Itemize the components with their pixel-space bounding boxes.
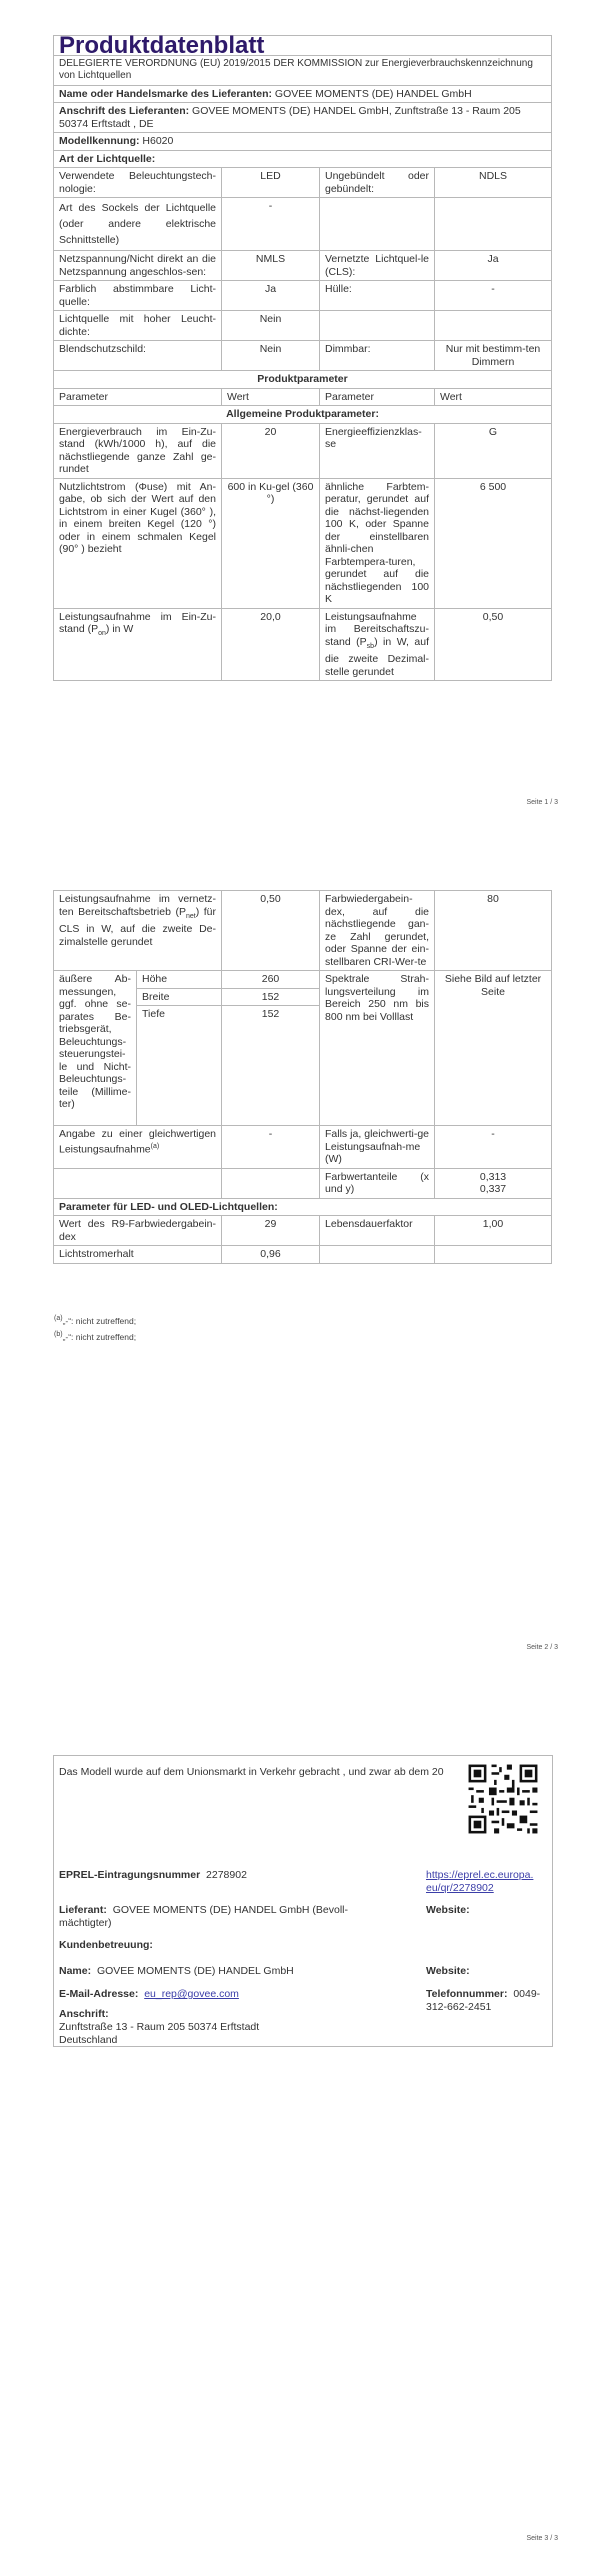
table-row bbox=[54, 198, 552, 251]
general-parameters-heading: Allgemeine Produktparameter: bbox=[54, 406, 552, 424]
chromaticity-value bbox=[435, 1168, 552, 1198]
subscript: sb bbox=[366, 642, 375, 650]
table-row bbox=[54, 891, 552, 971]
name-row bbox=[59, 1965, 294, 1978]
cri-label: Farbwiedergabein-dex, auf die nächstliegende gan-ze Zahl gerundet, oder Spanne der ein-stellbaren CRI-Wer-te bbox=[320, 891, 435, 971]
row-label: Art des Sockels der Lichtquelle (oder andere elektrische Schnittstelle) bbox=[54, 198, 222, 251]
row-label bbox=[320, 198, 435, 251]
phone-row bbox=[426, 1988, 552, 2014]
subscript: net bbox=[185, 912, 196, 920]
page-2 bbox=[0, 835, 604, 1685]
spectral-distribution-label: Spektrale Strah-lungsverteilung im Bereich 250 nm bis 800 nm bei Volllast bbox=[320, 971, 435, 1126]
width-label: Breite bbox=[137, 988, 222, 1006]
colour-temperature-label: ähnliche Farbtem-peratur, gerundet auf die nächst-liegenden 100 K, oder Spanne der einstellbaren ähnli-chen Farbtempera-turen, gerundet auf die nächstliegenden 100 K bbox=[320, 478, 435, 608]
standby-power-value: 0,50 bbox=[435, 608, 552, 681]
standby-power-label bbox=[320, 608, 435, 681]
address-label: Anschrift des Lieferanten: bbox=[59, 105, 190, 117]
page-3 bbox=[0, 1685, 604, 2560]
on-mode-power-label bbox=[54, 608, 222, 681]
supplier-row bbox=[59, 1904, 399, 1930]
email-label: E-Mail-Adresse: bbox=[59, 1988, 139, 2000]
model-label: Modellkennung: bbox=[59, 135, 140, 147]
row-value: Nur mit bestimm-ten Dimmern bbox=[435, 341, 552, 371]
column-header: Wert bbox=[222, 388, 320, 406]
row-value: LED bbox=[222, 168, 320, 198]
chromaticity-label: Farbwertanteile (x und y) bbox=[320, 1168, 435, 1198]
table-row bbox=[54, 341, 552, 371]
table-row bbox=[54, 1126, 552, 1169]
row-label: Ungebündelt oder gebündelt: bbox=[320, 168, 435, 198]
footnote-mark: (a) bbox=[54, 1315, 63, 1322]
table-row bbox=[54, 168, 552, 198]
table-row bbox=[54, 281, 552, 311]
column-header: Parameter bbox=[320, 388, 435, 406]
networked-standby-value: 0,50 bbox=[222, 891, 320, 971]
light-source-type-label: Art der Lichtquelle: bbox=[54, 150, 552, 168]
table-row bbox=[54, 1168, 552, 1198]
label-part: Angabe zu einer gleichwertigen Leistungsaufnahme bbox=[59, 1128, 217, 1155]
chromaticity-y: 0,337 bbox=[479, 1183, 507, 1195]
footnote-text: „-“: nicht zutreffend; bbox=[62, 1315, 137, 1326]
page-1 bbox=[0, 0, 604, 835]
supplier-row bbox=[54, 85, 552, 103]
page-number: Seite 3 / 3 bbox=[526, 2535, 558, 2542]
row-label: Dimmbar: bbox=[320, 341, 435, 371]
depth-label: Tiefe bbox=[137, 1006, 222, 1126]
energy-consumption-label: Energieverbrauch im Ein-Zu-stand (kWh/1000 h), auf die nächstliegende ganze Zahl ge-rundet bbox=[54, 423, 222, 478]
led-parameters-heading: Parameter für LED- und OLED-Lichtquellen: bbox=[54, 1198, 552, 1216]
phone-label: Telefonnummer: bbox=[426, 1988, 508, 2000]
label-part: Leistungsaufnahme im Ein-Zu-stand (P bbox=[59, 610, 216, 635]
regulation-text: DELEGIERTE VERORDNUNG (EU) 2019/2015 DER KOMMISSION zur Energieverbrauchskennzeichnung von Lichtquellen bbox=[54, 55, 552, 85]
subscript: on bbox=[98, 630, 106, 638]
eprel-label: EPREL-Eintragungsnummer bbox=[59, 1869, 201, 1881]
depth-value: 152 bbox=[222, 1006, 320, 1126]
on-mode-power-value: 20,0 bbox=[222, 608, 320, 681]
row-label: Verwendete Beleuchtungstech-nologie: bbox=[54, 168, 222, 198]
height-value: 260 bbox=[222, 971, 320, 989]
footnote-mark: (b) bbox=[54, 1331, 63, 1338]
luminous-flux-label: Nutzlichtstrom (Φuse) mit An-gabe, ob sich der Wert auf den Lichtstrom in einer Kugel (360° ), in einem breiten Kegel (120 °) oder in einem schmalen Kegel (90° ) bezieht bbox=[54, 478, 222, 608]
address-label: Anschrift: bbox=[59, 2008, 109, 2020]
colour-temperature-value: 6 500 bbox=[435, 478, 552, 608]
r9-value: 29 bbox=[222, 1216, 320, 1246]
column-header: Wert bbox=[435, 388, 552, 406]
row-value: Nein bbox=[222, 341, 320, 371]
row-label: Lichtquelle mit hoher Leucht-dichte: bbox=[54, 311, 222, 341]
address-value: GOVEE MOMENTS (DE) HANDEL GmbH, Zunftstraße 13 - Raum 205 50374 Erftstadt , DE bbox=[59, 105, 521, 130]
address-row bbox=[54, 103, 552, 133]
row-label: Netzspannung/Nicht direkt an die Netzspannung angeschlos-sen: bbox=[54, 251, 222, 281]
website-label: Website: bbox=[426, 1904, 470, 1916]
product-parameters-heading: Produktparameter bbox=[54, 371, 552, 389]
empty-cell bbox=[54, 1168, 222, 1198]
column-header: Parameter bbox=[54, 388, 222, 406]
empty-cell bbox=[222, 1168, 320, 1198]
superscript: (a) bbox=[150, 1142, 160, 1150]
table-row bbox=[54, 423, 552, 478]
row-label: Vernetzte Lichtquel-le (CLS): bbox=[320, 251, 435, 281]
row-value: - bbox=[222, 198, 320, 251]
label-part: ) in W, auf die zweite Dezimal-stelle gerundet bbox=[325, 635, 430, 678]
table-row bbox=[54, 1216, 552, 1246]
equivalent-watt-label: Falls ja, gleichwerti-ge Leistungsaufnah-me (W) bbox=[320, 1126, 435, 1169]
customer-service-label: Kundenbetreuung: bbox=[59, 1939, 153, 1951]
row-value: Nein bbox=[222, 311, 320, 341]
table-row bbox=[54, 1246, 552, 1264]
eprel-row bbox=[59, 1869, 247, 1882]
row-value: Ja bbox=[435, 251, 552, 281]
name-label: Name: bbox=[59, 1965, 92, 1977]
phone-value: 0049-312-662-2451 bbox=[426, 1988, 541, 2013]
row-label: Hülle: bbox=[320, 281, 435, 311]
row-value bbox=[435, 198, 552, 251]
lumen-maintenance-value: 0,96 bbox=[222, 1246, 320, 1264]
footnote-b bbox=[54, 1328, 136, 1344]
eprel-link[interactable]: https://eprel.ec.europa.eu/qr/2278902 bbox=[426, 1869, 534, 1894]
empty-cell bbox=[320, 1246, 435, 1264]
address-line-2: Deutschland bbox=[59, 2034, 118, 2046]
model-value: H6020 bbox=[142, 135, 174, 147]
row-value bbox=[435, 311, 552, 341]
survival-factor-label: Lebensdauerfaktor bbox=[320, 1216, 435, 1246]
footnote-a bbox=[54, 1312, 136, 1328]
spectral-distribution-value: Siehe Bild auf letzter Seite bbox=[435, 971, 552, 1126]
product-data-table bbox=[53, 32, 552, 681]
equivalent-power-label bbox=[54, 1126, 222, 1169]
eprel-value: 2278902 bbox=[206, 1869, 247, 1881]
market-intro-text: Das Modell wurde auf dem Unionsmarkt in Verkehr gebracht , und zwar ab dem 20 bbox=[59, 1766, 444, 1778]
table-row bbox=[54, 311, 552, 341]
survival-factor-value: 1,00 bbox=[435, 1216, 552, 1246]
table-row bbox=[54, 251, 552, 281]
page-number: Seite 2 / 3 bbox=[526, 1644, 558, 1651]
r9-label: Wert des R9-Farbwiedergabein-dex bbox=[54, 1216, 222, 1246]
luminous-flux-value: 600 in Ku-gel (360 °) bbox=[222, 478, 320, 608]
model-row bbox=[54, 133, 552, 151]
energy-consumption-value: 20 bbox=[222, 423, 320, 478]
supplier-value: GOVEE MOMENTS (DE) HANDEL GmbH bbox=[274, 87, 472, 100]
table-row bbox=[54, 971, 552, 989]
label-part: Leistungsaufnahme im vernetz-ten Bereitschaftsbetrieb (P bbox=[59, 893, 217, 918]
row-value: - bbox=[435, 281, 552, 311]
document-title: Produktdatenblatt bbox=[54, 36, 552, 56]
page-number: Seite 1 / 3 bbox=[526, 799, 558, 806]
row-label: Farblich abstimmbare Licht-quelle: bbox=[54, 281, 222, 311]
website-label-2: Website: bbox=[426, 1965, 470, 1977]
efficiency-class-value: G bbox=[435, 423, 552, 478]
product-data-table-continued bbox=[53, 890, 552, 1264]
height-label: Höhe bbox=[137, 971, 222, 989]
table-row bbox=[54, 608, 552, 681]
footnote-text: „-“: nicht zutreffend; bbox=[62, 1331, 137, 1342]
empty-cell bbox=[435, 1246, 552, 1264]
cri-value: 80 bbox=[435, 891, 552, 971]
email-row bbox=[59, 1988, 239, 2001]
networked-standby-label bbox=[54, 891, 222, 971]
supplier-label: Lieferant: bbox=[59, 1904, 107, 1916]
row-label bbox=[320, 311, 435, 341]
address-line-1: Zunftstraße 13 - Raum 205 50374 Erftstadt bbox=[59, 2021, 260, 2033]
supplier-info-box bbox=[53, 1755, 553, 2047]
row-value: NMLS bbox=[222, 251, 320, 281]
chromaticity-x: 0,313 bbox=[479, 1170, 507, 1183]
email-link[interactable]: eu_rep@govee.com bbox=[144, 1988, 239, 2000]
name-value: GOVEE MOMENTS (DE) HANDEL GmbH bbox=[96, 1965, 294, 1977]
supplier-label: Name oder Handelsmarke des Lieferanten: bbox=[59, 87, 272, 100]
lumen-maintenance-label: Lichtstromerhalt bbox=[54, 1246, 222, 1264]
row-value: NDLS bbox=[435, 168, 552, 198]
row-label: Blendschutzschild: bbox=[54, 341, 222, 371]
equivalent-power-value: - bbox=[222, 1126, 320, 1169]
label-part: ) für CLS in W, auf die zweite De-zimalstelle gerundet bbox=[59, 905, 217, 948]
width-value: 152 bbox=[222, 988, 320, 1006]
supplier-value: GOVEE MOMENTS (DE) HANDEL GmbH (Bevoll-mächtigter) bbox=[59, 1904, 348, 1929]
dimensions-label: äußere Ab-messungen, ggf. ohne se-parates Be-triebsgerät, Beleuchtungs-steuerungstei-le und Nicht-Beleuchtungs-teile (Millime-ter) bbox=[54, 971, 137, 1126]
efficiency-class-label: Energieeffizienzklas-se bbox=[320, 423, 435, 478]
qr-code-icon bbox=[466, 1762, 540, 1836]
column-header-row bbox=[54, 388, 552, 406]
label-part: Leistungsaufnahme im Bereitschaftszu-stand (P bbox=[325, 610, 429, 648]
row-value: Ja bbox=[222, 281, 320, 311]
table-row bbox=[54, 478, 552, 608]
label-part: ) in W bbox=[105, 623, 134, 635]
equivalent-watt-value: - bbox=[435, 1126, 552, 1169]
